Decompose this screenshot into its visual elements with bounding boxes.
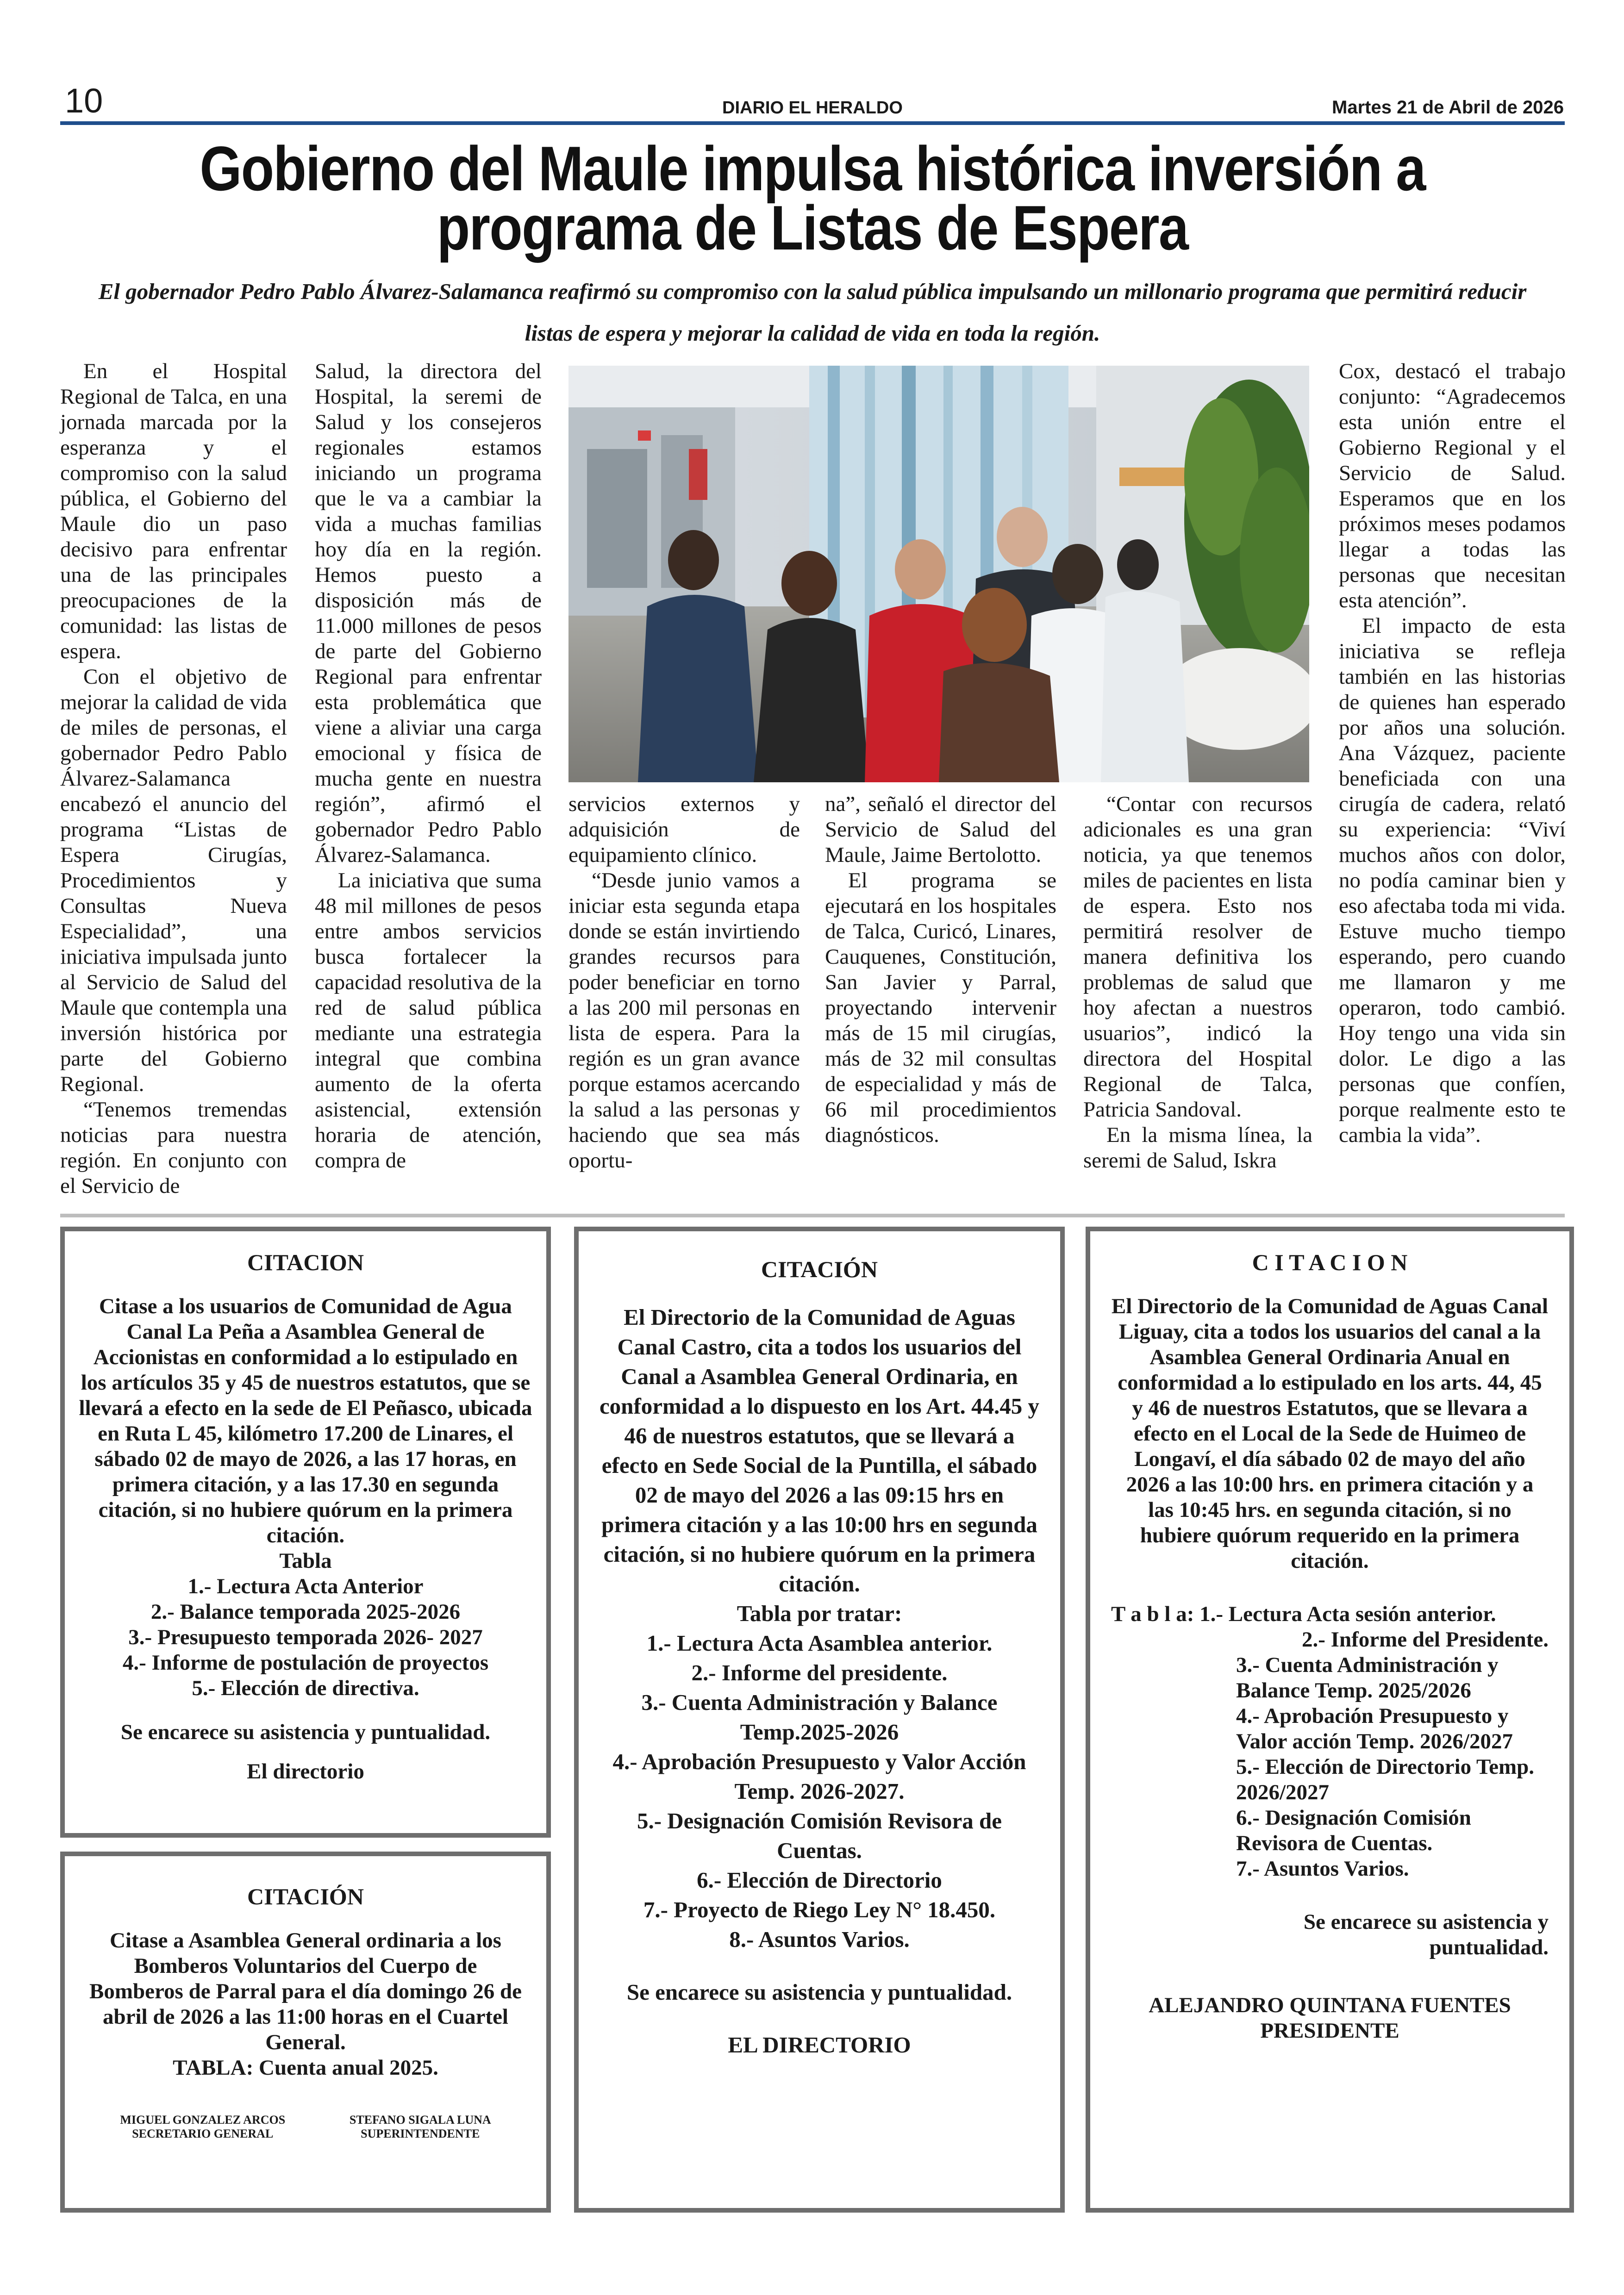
article-column-3 [568,792,800,1173]
notice-body: El Directorio de la Comunidad de Aguas Canal Castro, cita a todos los usuarios del Canal a Asamblea General Ordinaria, en conformidad a lo dispuesto en los Art. 44.45 y 46 de nuestros estatutos, que se llevará a efecto en Sede Social de la Puntilla, el sábado 02 de mayo del 2026 a las 09:15 hrs en primera citación y a las 10:00 hrs en segunda citación, si no hubiere quórum en la primera citación. [599,1304,1040,1597]
agenda-item: 5.- Designación Comisión Revisora de Cuentas. [637,1808,1002,1863]
notice-closing: Se encarece su asistencia y puntualidad. [120,1720,491,1744]
article-column-4 [825,792,1056,1148]
agenda-item: 1.- Lectura Acta Anterior [187,1574,424,1598]
notice-body: Citase a Asamblea General ordinaria a los Bomberos Voluntarios del Cuerpo de Bomberos de Parral para el día domingo 26 de abril de 2026 a las 11:00 horas en el Cuartel General. [89,1928,522,2054]
signer-role: SUPERINTENDENTE [361,2127,480,2140]
agenda-item: 6.- Elección de Directorio [697,1867,942,1893]
page-number: 10 [65,81,103,120]
paragraph: “Contar con recursos adicionales es una gran noticia, ya que tenemos miles de pacientes en lista de espera. Esto nos permitirá resolver de manera definitiva los problemas de salud que hoy afectan a nuestros usuarios”, indicó la directora del Hospital Regional de Talca, Patricia Sandoval. [1083,792,1312,1122]
notice-body: El Directorio de la Comunidad de Aguas Canal Liguay, cita a todos los usuarios del canal a la Asamblea General Ordinaria Anual en conformidad a lo estipulado en los arts. 44, 45 y 46 de nuestros Estatutos, que se llevara a efecto en el Local de la Sede de Huimeo de Longaví, el día sábado 02 de mayo del año 2026 a las 10:00 hrs. en primera citación y a las 10:45 hrs. en segunda citación, si no hubiere quórum requerido en la primera citación. [1111,1294,1549,1573]
notice-title: C I T A C I O N [1252,1249,1408,1275]
paragraph: En el Hospital Regional de Talca, en una jornada marcada por la esperanza y el compromiso con la salud pública, el Gobierno del Maule dio un paso decisivo para enfrentar una de las principales preocupaciones de la comunidad: las listas de espera. [60,359,287,663]
publication-date: Martes 21 de Abril de 2026 [1332,97,1564,118]
notice-body: Citase a los usuarios de Comunidad de Agua Canal La Peña a Asamblea General de Accionistas en conformidad a lo estipulado en los artículos 35 y 45 de nuestros estatutos, que se llevará a efecto en la sede de El Peñasco, ubicada en Ruta L 45, kilómetro 17.200 de Linares, el sábado 02 de mayo de 2026, a las 17 horas, en primera citación, y a las 17.30 en segunda citación, si no hubiere quórum en la primera citación. [79,1294,532,1547]
header-rule [60,121,1565,125]
article-column-1 [60,359,287,1199]
signature-block [350,2113,491,2141]
agenda-item: 3.- Cuenta Administración y Balance Temp. 2025/2026 [1236,1653,1499,1703]
notice-signature: El directorio [247,1759,364,1784]
agenda-item: 7.- Proyecto de Riego Ley N° 18.450. [643,1897,996,1922]
agenda-item: 2.- Balance temporada 2025-2026 [150,1600,461,1624]
signer-role: PRESIDENTE [1260,2019,1399,2043]
notice-canal-liguay [1086,1227,1574,2213]
paragraph: En la misma línea, la seremi de Salud, Iskra [1083,1123,1312,1172]
notice-table-title: Tabla [279,1549,332,1573]
article-column-5 [1083,792,1312,1173]
notice-bomberos-parral [60,1852,551,2213]
agenda-item: 3.- Cuenta Administración y Balance Temp.2025-2026 [641,1690,998,1745]
agenda-item: 4.- Aprobación Presupuesto y Valor Acción Temp. 2026-2027. [612,1749,1026,1804]
agenda-item: 2.- Informe del Presidente. [1302,1628,1549,1652]
signer-name: ALEJANDRO QUINTANA FUENTES [1149,1993,1511,2017]
agenda-item: 4.- Informe de postulación de proyectos [122,1651,489,1675]
paragraph: El programa se ejecutará en los hospitales de Talca, Curicó, Linares, Cauquenes, Constitución, San Javier y Parral, proyectando intervenir más de 15 mil cirugías, más de 32 mil consultas de especialidad y más de 66 mil procedimientos diagnósticos. [825,868,1056,1147]
agenda-item: 5.- Elección de Directorio Temp. 2026/2027 [1236,1755,1534,1804]
agenda-item: 2.- Informe del presidente. [691,1660,948,1685]
notice-title: CITACIÓN [761,1256,878,1282]
paragraph: Salud, la directora del Hospital, la seremi de Salud y los consejeros regionales estamos iniciando un programa que le va a cambiar la vida a muchas familias hoy día en la región. Hemos puesto a disposición más de 11.000 millones de pesos de parte del Gobierno Regional para enfrentar esta problemática que viene a aliviar una carga emocional y física de mucha gente en nuestra región”, afirmó el gobernador Pedro Pablo Álvarez-Salamanca. [315,359,542,867]
agenda-item: 4.- Aprobación Presupuesto y Valor acción Temp. 2026/2027 [1236,1704,1513,1753]
signature-block [120,2113,285,2141]
notice-title: CITACIÓN [247,1883,364,1909]
signature-row [88,2113,523,2141]
article-column-6 [1339,359,1566,1148]
agenda-item: 5.- Elección de directiva. [192,1676,419,1700]
article-headline [166,133,1460,263]
paragraph: El impacto de esta iniciativa se refleja también en las historias de quienes han esperado por años una solución. Ana Vázquez, paciente beneficiada con una cirugía de cadera, relató su experiencia: “Viví muchos años con dolor, no podía caminar bien y eso afectaba toda mi vida. Estuve mucho tiempo esperando, pero cuando me llamaron y me operaron, todo cambió. Hoy tengo una vida sin dolor. Le digo a las personas que confíen, porque realmente esto te cambia la vida”. [1339,614,1566,1147]
agenda-item: 6.- Designación Comisión Revisora de Cuentas. [1236,1806,1471,1855]
article-subheadline: El gobernador Pedro Pablo Álvarez-Salamanca reafirmó su compromiso con la salud pública impulsando un millonario programa que permitirá reducir listas de espera y mejorar la calidad de vida en toda la región. [98,279,1527,346]
signer-name: STEFANO SIGALA LUNA [349,2113,491,2127]
headline-line-1: Gobierno del Maule impulsa histórica inversión a [200,133,1425,204]
paragraph: “Tenemos tremendas noticias para nuestra región. En conjunto con el Servicio de [60,1098,287,1198]
paragraph: servicios externos y adquisición de equipamiento clínico. [568,792,800,867]
notice-closing: Se encarece su asistencia y puntualidad. [1303,1910,1549,1959]
article-photo [568,366,1309,782]
paragraph: Con el objetivo de mejorar la calidad de vida de miles de personas, el gobernador Pedro Pablo Álvarez-Salamanca encabezó el anuncio del programa “Listas de Espera Cirugías, Procedimientos y Consultas Nueva Especialidad”, una iniciativa impulsada junto al Servicio de Salud del Maule que contempla una inversión histórica por parte del Gobierno Regional. [60,665,287,1096]
notice-signature: EL DIRECTORIO [728,2032,911,2058]
signer-name: MIGUEL GONZALEZ ARCOS [120,2113,286,2127]
agenda-item: 7.- Asuntos Varios. [1236,1857,1409,1881]
paragraph: “Desde junio vamos a iniciar esta segunda etapa donde se están invirtiendo grandes recursos para poder beneficiar en torno a las 200 mil personas en lista de espera. Para la región es un gran avance porque estamos acercando la salud a las personas y haciendo que sea más oportu- [568,868,800,1172]
notice-canal-castro [574,1227,1065,2213]
paragraph: na”, señaló el director del Servicio de Salud del Maule, Jaime Bertolotto. [825,792,1056,867]
notice-canal-la-pena [60,1227,551,1838]
notice-title: CITACION [247,1249,364,1275]
newspaper-name: DIARIO EL HERALDO [722,98,903,118]
agenda-item: 8.- Asuntos Varios. [729,1927,910,1952]
paragraph: Cox, destacó el trabajo conjunto: “Agradecemos esta unión entre el Gobierno Regional y el Servicio de Salud. Esperamos que en los próximos meses podamos llegar a todas las personas que necesitan esta atención”. [1339,359,1566,612]
notice-table: TABLA: Cuenta anual 2025. [173,2056,438,2080]
section-divider [60,1214,1565,1217]
headline-line-2: programa de Listas de Espera [437,193,1188,263]
article-column-2 [315,359,542,1173]
notice-table-line: T a b l a: 1.- Lectura Acta sesión anterior. [1111,1602,1496,1626]
notice-closing: Se encarece su asistencia y puntualidad. [626,1979,1012,2005]
agenda-item: 1.- Lectura Acta Asamblea anterior. [646,1630,993,1656]
agenda-item: 3.- Presupuesto temporada 2026- 2027 [128,1625,483,1649]
paragraph: La iniciativa que suma 48 mil millones de pesos entre ambos servicios busca fortalecer la capacidad resolutiva de la red de salud pública mediante una estrategia integral que combina aumento de la oferta asistencial, extensión horaria de atención, compra de [315,868,542,1172]
signer-role: SECRETARIO GENERAL [132,2127,274,2140]
notice-table-title: Tabla por tratar: [737,1601,902,1626]
